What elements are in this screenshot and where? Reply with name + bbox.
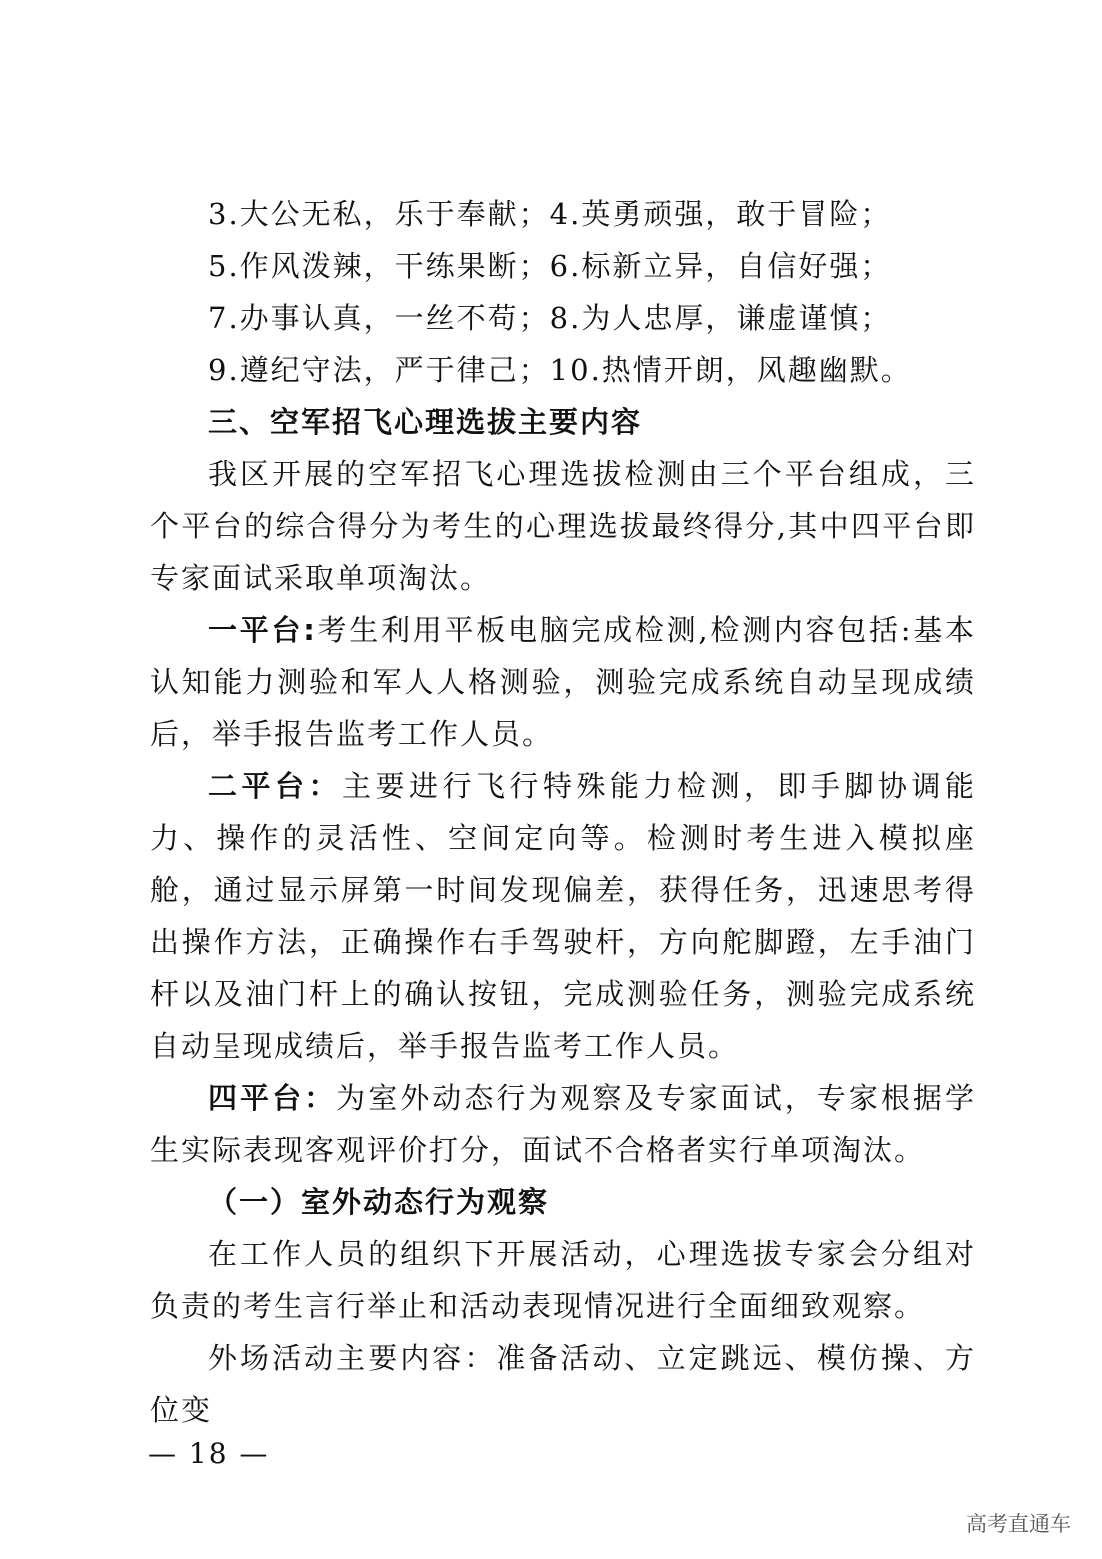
platform-one-text: 考生利用平板电脑完成检测,检测内容包括:基本认知能力测验和军人人格测验，测验完成系统自动呈现成绩后，举手报告监考工作人员。 bbox=[150, 613, 976, 751]
intro-paragraph: 我区开展的空军招飞心理选拔检测由三个平台组成，三个平台的综合得分为考生的心理选拔最终得分,其中四平台即专家面试采取单项淘汰。 bbox=[150, 457, 976, 595]
page-content bbox=[150, 188, 976, 1436]
platform-two-text: 主要进行飞行特殊能力检测，即手脚协调能力、操作的灵活性、空间定向等。检测时考生进入模拟座舱，通过显示屏第一时间发现偏差，获得任务，迅速思考得出操作方法，正确操作右手驾驶杆，方向舵脚蹬，左手油门杆以及油门杆上的确认按钮，完成测验任务，测验完成系统自动呈现成绩后，举手报告监考工作人员。 bbox=[150, 769, 976, 1063]
subsection-heading: （一）室外动态行为观察 bbox=[208, 1185, 550, 1219]
watermark-text: 高考直通车 bbox=[966, 1512, 1071, 1536]
platform-one-label: 一平台: bbox=[208, 613, 317, 647]
list-line-9-10: 9.遵纪守法，严于律己；10.热情开朗，风趣幽默。 bbox=[208, 353, 912, 387]
list-line-3-4: 3.大公无私，乐于奉献；4.英勇顽强，敢于冒险； bbox=[208, 197, 892, 231]
observation-paragraph: 在工作人员的组织下开展活动，心理选拔专家会分组对负责的考生言行举止和活动表现情况进行全面细致观察。 bbox=[150, 1237, 976, 1323]
section-heading: 三、空军招飞心理选拔主要内容 bbox=[208, 405, 643, 439]
platform-four-label: 四平台： bbox=[208, 1081, 337, 1115]
platform-two-label: 二平台： bbox=[208, 769, 342, 803]
platform-four-paragraph bbox=[150, 1072, 976, 1176]
list-line-5-6: 5.作风泼辣，干练果断；6.标新立异，自信好强； bbox=[208, 249, 892, 283]
list-line-7-8: 7.办事认真，一丝不苟；8.为人忠厚，谦虚谨慎； bbox=[208, 301, 892, 335]
activities-paragraph: 外场活动主要内容：准备活动、立定跳远、模仿操、方位变 bbox=[150, 1341, 976, 1427]
page-number: — 18 — bbox=[148, 1437, 270, 1470]
platform-two-paragraph bbox=[150, 760, 976, 1072]
platform-four-text: 为室外动态行为观察及专家面试，专家根据学生实际表现客观评价打分，面试不合格者实行单项淘汰。 bbox=[150, 1081, 976, 1167]
platform-one-paragraph bbox=[150, 604, 976, 760]
